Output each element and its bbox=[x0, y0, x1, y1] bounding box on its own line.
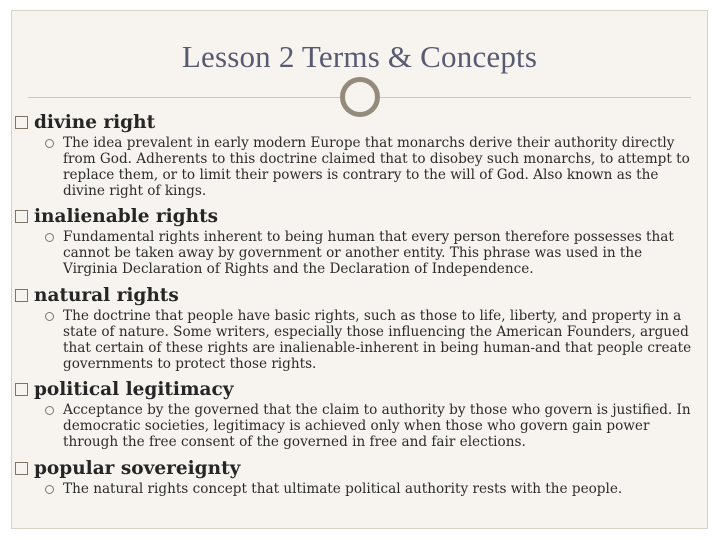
circle-bullet-icon bbox=[45, 485, 54, 494]
terms-list bbox=[12, 11, 707, 528]
term-heading: divine right bbox=[34, 111, 156, 133]
term-definition: The doctrine that people have basic rights, such as those to life, liberty, and property in a state of nature. Some writers, especially those influencing the American Founders, argued that certain of these rights are inalienable-inherent in being human-and that people create governments to protect those rights. bbox=[63, 308, 692, 372]
square-bullet-icon bbox=[15, 462, 28, 475]
term-heading: popular sovereignty bbox=[34, 457, 241, 479]
square-bullet-icon bbox=[15, 289, 28, 302]
term-definition: Fundamental rights inherent to being human that every person therefore possesses that cannot be taken away by government or another entity. This phrase was used in the Virginia Declaration of Rights and the Declaration of Independence. bbox=[63, 229, 674, 277]
term-item-political-legitimacy bbox=[14, 377, 697, 450]
square-bullet-icon bbox=[15, 383, 28, 396]
term-item-popular-sovereignty bbox=[14, 456, 697, 497]
term-definition: Acceptance by the governed that the claim to authority by those who govern is justified. In democratic societies, legitimacy is achieved only when those who govern gain power through the free consent of the governed in free and fair elections. bbox=[63, 402, 691, 450]
term-heading: natural rights bbox=[34, 284, 179, 306]
term-item-natural-rights bbox=[14, 283, 697, 372]
term-item-inalienable-rights bbox=[14, 204, 697, 277]
term-item-divine-right bbox=[14, 110, 697, 199]
circle-bullet-icon bbox=[45, 312, 54, 321]
circle-bullet-icon bbox=[45, 139, 54, 148]
term-definition: The idea prevalent in early modern Europe that monarchs derive their authority directly from God. Adherents to this doctrine claimed that to disobey such monarchs, to attempt to replace them, or to limit their powers is contrary to the will of God. Also known as the divine right of kings. bbox=[63, 135, 690, 199]
circle-bullet-icon bbox=[45, 233, 54, 242]
term-heading: political legitimacy bbox=[34, 378, 234, 400]
term-heading: inalienable rights bbox=[34, 205, 219, 227]
slide bbox=[11, 10, 708, 529]
square-bullet-icon bbox=[15, 210, 28, 223]
square-bullet-icon bbox=[15, 116, 28, 129]
term-definition: The natural rights concept that ultimate political authority rests with the people. bbox=[63, 481, 623, 497]
slide-title: Lesson 2 Terms & Concepts bbox=[181, 39, 538, 74]
circle-bullet-icon bbox=[45, 406, 54, 415]
